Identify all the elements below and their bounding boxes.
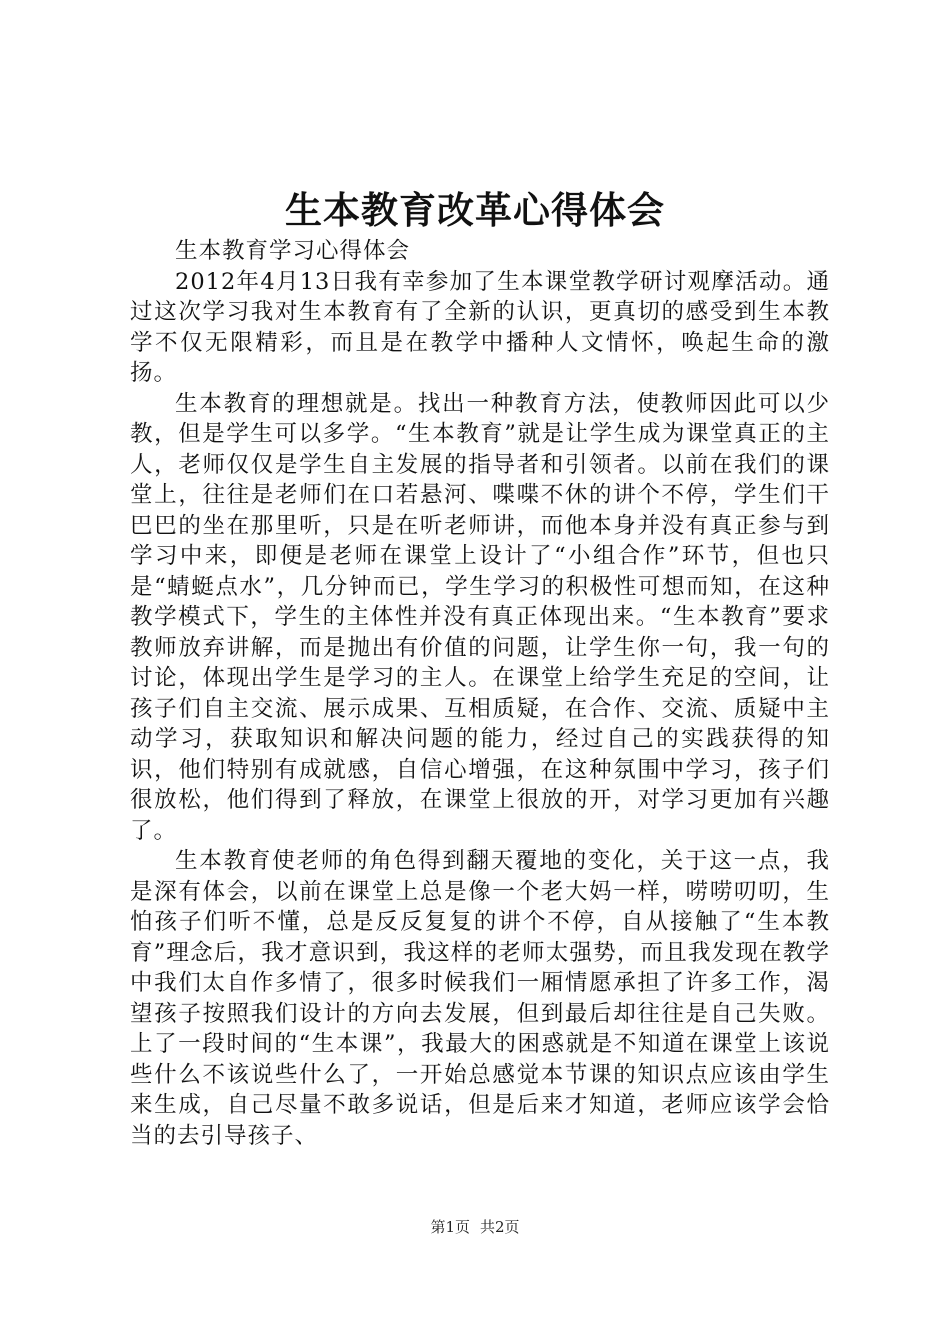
document-body: [130, 236, 830, 1151]
page-number: 第1页: [430, 1218, 470, 1236]
body-paragraph: 生本教育使老师的角色得到翻天覆地的变化，关于这一点，我是深有体会，以前在课堂上总是像一个老大妈一样，唠唠叨叨，生怕孩子们听不懂，总是反反复复的讲个不停，自从接触了“生本教育”理念后，我才意识到，我这样的老师太强势，而且我发现在教学中我们太自作多情了，很多时候我们一厢情愿承担了许多工作，渴望孩子按照我们设计的方向去发展，但到最后却往往是自己失败。上了一段时间的“生本课”，我最大的困惑就是不知道在课堂上该说些什么不该说些什么了，一开始总感觉本节课的知识点应该由学生来生成，自己尽量不敢多说话，但是后来才知道，老师应该学会恰当的去引导孩子、: [130, 848, 830, 1149]
document-title: 生本教育改革心得体会: [285, 188, 665, 232]
body-paragraph: 生本教育的理想就是。找出一种教育方法，使教师因此可以少教，但是学生可以多学。“生本教育”就是让学生成为课堂真正的主人，老师仅仅是学生自主发展的指导者和引领者。以前在我们的课堂上，往往是老师们在口若悬河、喋喋不休的讲个不停，学生们干巴巴的坐在那里听，只是在听老师讲，而他本身并没有真正参与到学习中来，即便是老师在课堂上设计了“小组合作”环节，但也只是“蜻蜓点水”，几分钟而已，学生学习的积极性可想而知，在这种教学模式下，学生的主体性并没有真正体现出来。“生本教育”要求教师放弃讲解，而是抛出有价值的问题，让学生你一句，我一句的讨论，体现出学生是学习的主人。在课堂上给学生充足的空间，让孩子们自主交流、展示成果、互相质疑，在合作、交流、质疑中主动学习，获取知识和解决问题的能力，经过自己的实践获得的知识，他们特别有成就感，自信心增强，在这种氛围中学习，孩子们很放松，他们得到了释放，在课堂上很放的开，对学习更加有兴趣了。: [130, 390, 830, 844]
body-paragraph: 2012年4月13日我有幸参加了生本课堂教学研讨观摩活动。通过这次学习我对生本教育有了全新的认识，更真切的感受到生本教学不仅无限精彩，而且是在教学中播种人文情怀，唤起生命的激扬。: [130, 268, 830, 386]
page-total: 共2页: [480, 1218, 520, 1236]
subtitle-paragraph: 生本教育学习心得体会: [175, 238, 411, 264]
page-footer: [0, 1216, 950, 1237]
